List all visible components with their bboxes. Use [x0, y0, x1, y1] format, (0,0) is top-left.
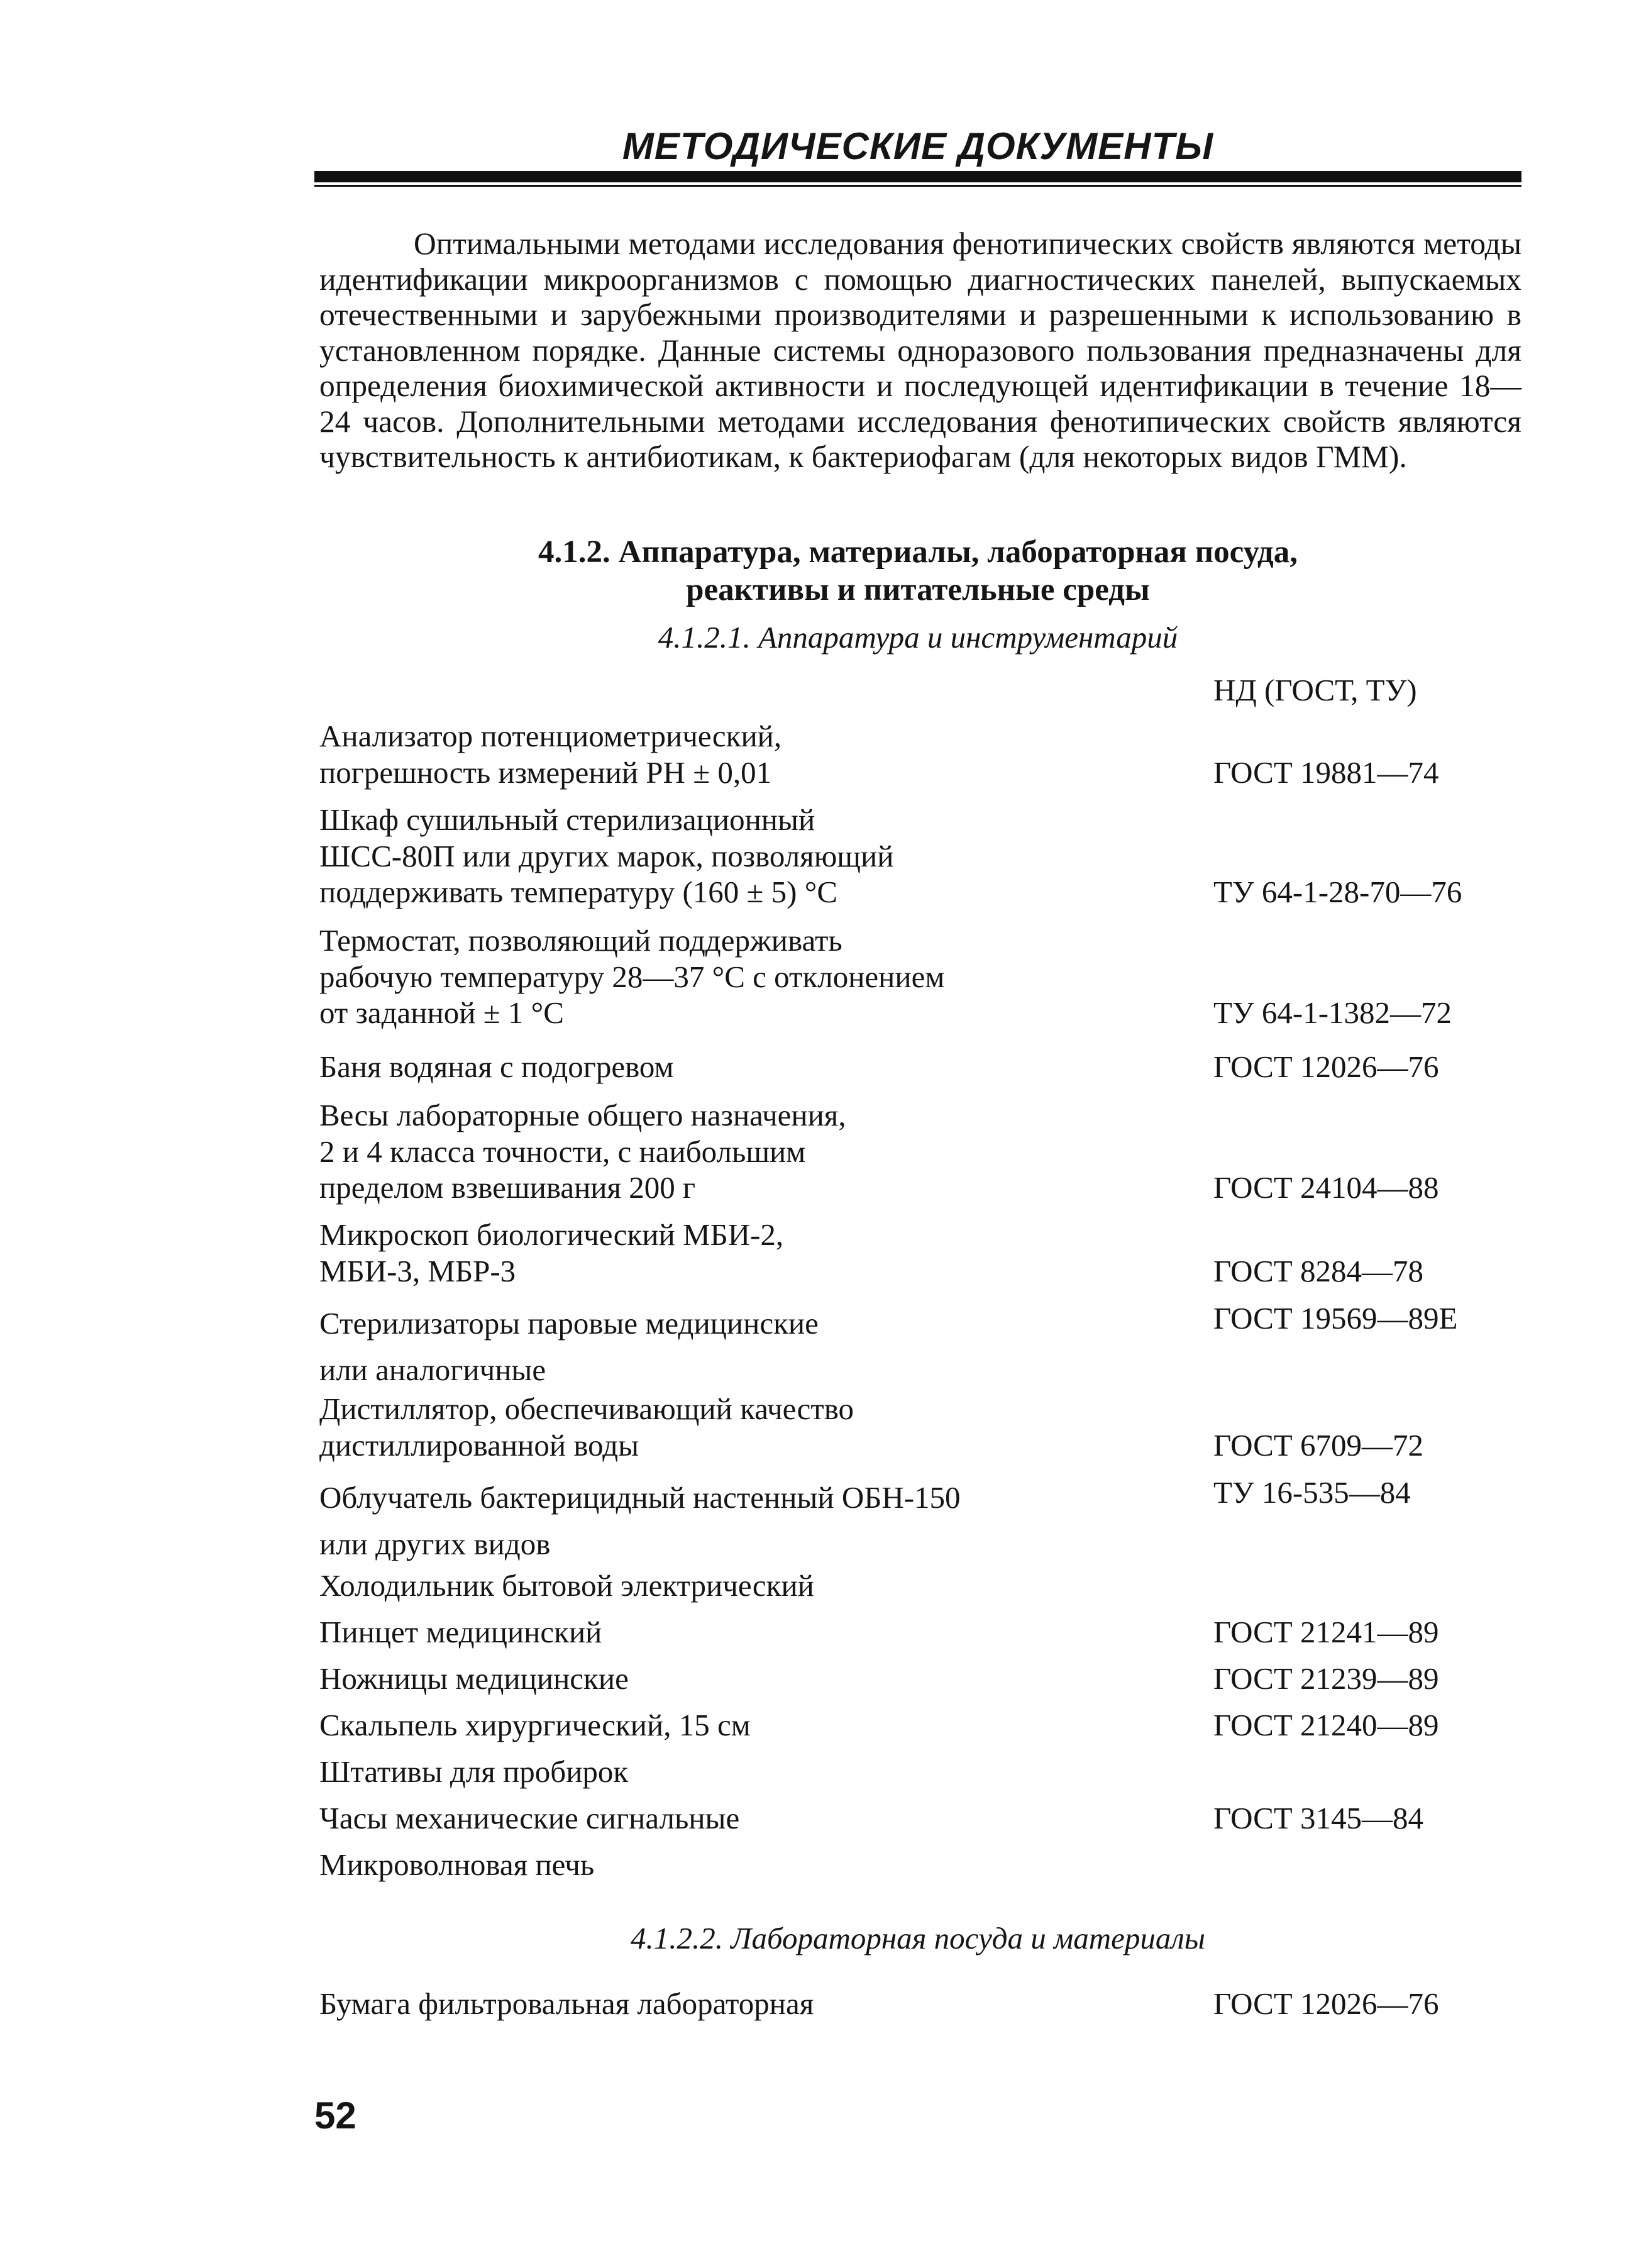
running-header: МЕТОДИЧЕСКИЕ ДОКУМЕНТЫ	[622, 125, 1214, 167]
equipment-standard: ГОСТ 6709—72	[1213, 1427, 1423, 1463]
equipment-standard: ГОСТ 19569—89Е	[1213, 1301, 1458, 1336]
equipment-name: Микроволновая печь	[319, 1847, 595, 1882]
subsection-title-equipment: 4.1.2.1. Аппаратура и инструментарий	[658, 620, 1178, 655]
header-rule-thin	[314, 185, 1521, 187]
equipment-name: Микроскоп биологический МБИ-2, МБИ-3, МБР-3	[319, 1217, 784, 1288]
equipment-name: Облучатель бактерицидный настенный ОБН-150 или других видов	[319, 1480, 961, 1561]
equipment-name: Весы лабораторные общего назначения, 2 и 4 класса точности, с наибольшим пределом взвешивания 200 г	[319, 1098, 846, 1205]
nd-column-header: НД (ГОСТ, ТУ)	[1213, 673, 1417, 707]
equipment-standard: ГОСТ 21239—89	[1213, 1661, 1439, 1696]
equipment-standard: ГОСТ 21241—89	[1213, 1615, 1439, 1649]
equipment-name: Ножницы медицинские	[319, 1661, 629, 1696]
material-name: Бумага фильтровальная лабораторная	[319, 1986, 814, 2021]
equipment-name: Шкаф сушильный стерилизационный ШСС-80П или других марок, позволяющий поддерживать температуру (160 ± 5) °C	[319, 802, 894, 909]
header-rule-thick	[314, 171, 1521, 182]
equipment-name: Штативы для пробирок	[319, 1754, 629, 1789]
section-title-line-1: 4.1.2. Аппаратура, материалы, лабораторная посуда,	[538, 534, 1298, 570]
equipment-standard: ГОСТ 21240—89	[1213, 1708, 1439, 1742]
equipment-name: Баня водяная с подогревом	[319, 1049, 674, 1084]
equipment-standard: ТУ 64-1-28-70—76	[1213, 875, 1462, 909]
equipment-name: Анализатор потенциометрический, погрешность измерений PH ± 0,01	[319, 719, 782, 790]
equipment-standard: ГОСТ 12026—76	[1213, 1049, 1439, 1084]
equipment-name: Стерилизаторы паровые медицинские или аналогичные	[319, 1306, 819, 1387]
equipment-standard: ГОСТ 24104—88	[1213, 1170, 1439, 1205]
section-title-line-2: реактивы и питательные среды	[686, 572, 1150, 607]
intro-paragraph: Оптимальными методами исследования фенотипических свойств являются методы идентификации микроорганизмов с помощью диагностических панелей, выпускаемых отечественными и зарубежными производителями и разрешенными к использованию в установленном порядке. Данные системы одноразового пользования предназначены для определения биохимической активности и последующей идентификации в течение 18—24 часов. Дополнительными методами исследования фенотипических свойств являются чувствительность к антибиотикам, к бактериофагам (для некоторых видов ГММ).	[319, 226, 1521, 474]
equipment-name: Пинцет медицинский	[319, 1615, 602, 1649]
equipment-name: Термостат, позволяющий поддерживать рабочую температуру 28—37 °C с отклонением от заданной ± 1 °C	[319, 923, 945, 1030]
equipment-standard: ГОСТ 8284—78	[1213, 1253, 1423, 1288]
equipment-standard: ГОСТ 19881—74	[1213, 755, 1439, 790]
equipment-standard: ТУ 16-535—84	[1213, 1475, 1411, 1510]
material-standard: ГОСТ 12026—76	[1213, 1986, 1439, 2021]
page-number: 52	[314, 2094, 356, 2137]
subsection-title-glassware: 4.1.2.2. Лабораторная посуда и материалы	[631, 1921, 1205, 1955]
section-title	[314, 533, 1521, 609]
equipment-name: Холодильник бытовой электрический	[319, 1568, 814, 1603]
equipment-name: Часы механические сигнальные	[319, 1801, 740, 1835]
equipment-name: Дистиллятор, обеспечивающий качество дистиллированной воды	[319, 1391, 854, 1463]
equipment-standard: ГОСТ 3145—84	[1213, 1801, 1423, 1835]
equipment-standard: ТУ 64-1-1382—72	[1213, 995, 1452, 1030]
equipment-name: Скальпель хирургический, 15 см	[319, 1708, 751, 1742]
